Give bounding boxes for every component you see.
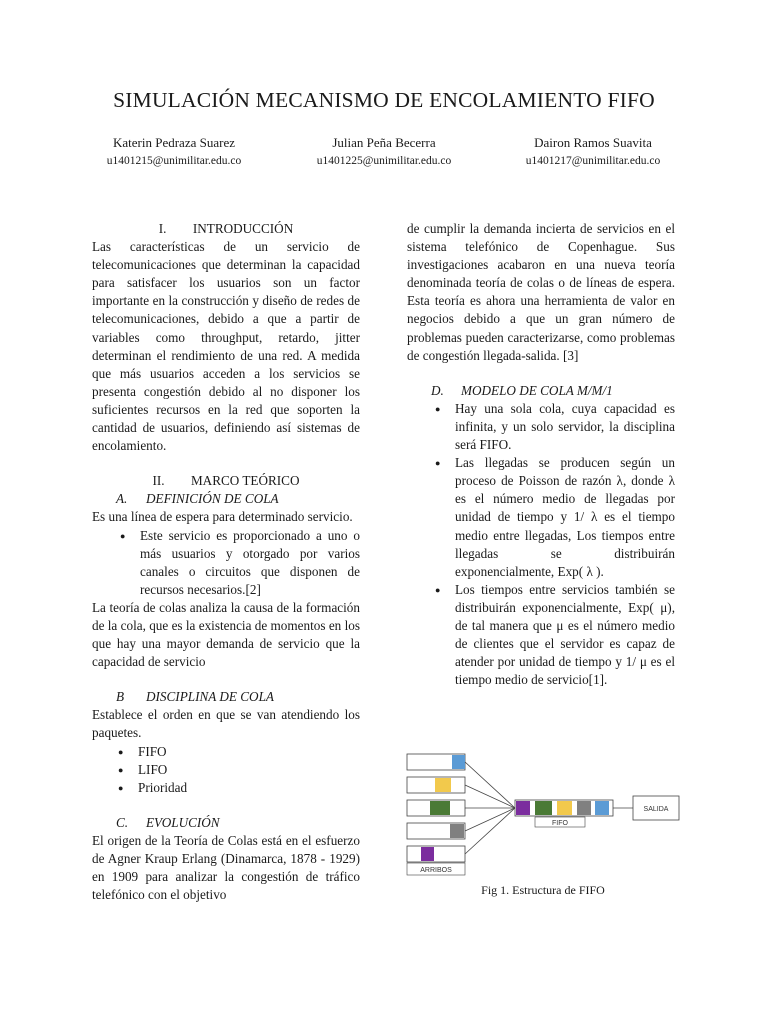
section-heading-marco-teorico: II. MARCO TEÓRICO [152, 473, 300, 489]
arribos-label: ARRIBOS [420, 867, 452, 874]
page-title: SIMULACIÓN MECANISMO DE ENCOLAMIENTO FIFO [113, 88, 655, 112]
fifo-packet-yellow [557, 801, 572, 815]
list-item: ● Hay una sola cola, cuya capacidad es infinita, y un solo servidor, la disciplina será FIFO. [455, 400, 675, 454]
list-item: ● Los tiempos entre servicios también se distribuirán exponencialmente, Exp( μ), de tal manera que μ es el número medio de clientes que el servidor es capaz de atender por unidad de tiempo y 1/ μ es el tiempo medio de servicio[1]. [455, 581, 675, 690]
list-item: ● Este servicio es proporcionado a uno o más usuarios y otorgado por varios canales o circuitos que disponen de recursos necesarios.[2] [140, 527, 360, 599]
list-item: ● FIFO [138, 743, 360, 761]
subsection-heading-modelo [407, 382, 675, 400]
subsection-heading-disciplina [92, 688, 360, 706]
paragraph-disciplina: Establece el orden en que se van atendiendo los paquetes. [92, 707, 360, 741]
arrival-queue-5 [407, 846, 465, 862]
list-item: ● Las llegadas se producen según un proceso de Poisson de razón λ, donde λ es el número medio de llegadas por unidad de tiempo y 1/ λ es el tiempo medio entre llegadas, Los tiempos entre llegadas se distribuirán exponencialmente, Exp( λ ). [455, 454, 675, 581]
connector-lines [465, 762, 515, 854]
author-name: Julian Peña Becerra [332, 135, 436, 150]
subsection-heading-definicion [92, 490, 360, 508]
fifo-packet-purple [516, 801, 530, 815]
figure-caption: Fig 1. Estructura de FIFO [481, 883, 605, 897]
paragraph-teoria-colas: La teoría de colas analiza la causa de la formación de la cola, que es la existencia de momentos en los que hay una mayor demanda de servicio que la capacidad de servicio [92, 599, 360, 670]
bullet-list-modelo [407, 400, 675, 690]
fifo-packet-blue [595, 801, 609, 815]
author-2 [269, 134, 499, 170]
subsection-letter: B [116, 689, 125, 705]
list-item: ● LIFO [138, 761, 360, 779]
subsection-title: MODELO DE COLA M/M/1 [461, 382, 613, 398]
paragraph-evolucion-cont: de cumplir la demanda incierta de servicios en el sistema telefónico de Copenhague. Sus investigaciones acabaron en una nueva teoría denominada teoría de colas o de líneas de espera. Esta teoría es ahora una herramienta de valor en negocios debido a que un gran número de problemas pueden caracterizarse, como problemas de congestión llegada-salida. [3] [407, 221, 675, 363]
packet-yellow [435, 778, 451, 792]
packet-blue [452, 755, 465, 769]
author-email: u1401215@unimilitar.edu.co [106, 155, 242, 167]
author-email: u1401217@unimilitar.edu.co [525, 155, 661, 167]
author-email: u1401225@unimilitar.edu.co [316, 155, 452, 167]
list-item: ● Prioridad [138, 779, 360, 797]
fifo-label: FIFO [552, 820, 568, 827]
packet-purple [421, 847, 434, 861]
author-name: Katerin Pedraza Suarez [113, 135, 235, 150]
left-column [92, 220, 360, 904]
paragraph-introduccion: Las características de un servicio de telecomunicaciones que determinan la capacidad para satisfacer los usuarios son un factor importante en la construcción y diseño de redes de telecomunicaciones, debido a que a partir de variables como throughput, retardo, jitter determinan el rendimiento de una red. A medida que más usuarios acceden a los servicios se presenta congestión debido al no disponer los suficientes recursos en la red que soporten la cantidad de usuarios, definiendo así sistemas de encolamiento. [92, 239, 360, 454]
fifo-packet-green [535, 801, 552, 815]
bullet-list-definicion [92, 527, 360, 599]
packet-gray [450, 824, 464, 838]
subsection-letter: A. [116, 491, 128, 507]
fifo-packet-gray [577, 801, 591, 815]
right-column [407, 220, 675, 689]
subsection-letter: C. [116, 814, 129, 830]
paragraph-evolucion: El origen de la Teoría de Colas está en el esfuerzo de Agner Kraup Erlang (Dinamarca, 1878 - 1929) en 1909 para analizar la congestión de tráfico telefónico con el objetivo [92, 832, 360, 903]
paragraph-definicion: Es una línea de espera para determinado servicio. [92, 509, 353, 525]
section-heading-introduccion: I. INTRODUCCIÓN [158, 221, 294, 236]
author-3 [478, 134, 708, 170]
salida-label: SALIDA [643, 806, 669, 813]
subsection-title: EVOLUCIÓN [146, 814, 220, 830]
bullet-list-disciplinas [92, 743, 360, 797]
subsection-heading-evolucion [92, 814, 360, 832]
packet-green [430, 801, 450, 815]
author-name: Dairon Ramos Suavita [534, 135, 652, 150]
subsection-title: DEFINICIÓN DE COLA [146, 491, 279, 507]
subsection-title: DISCIPLINA DE COLA [146, 689, 274, 705]
subsection-letter: D. [431, 382, 444, 398]
fifo-diagram [405, 748, 681, 878]
author-1 [59, 134, 289, 170]
